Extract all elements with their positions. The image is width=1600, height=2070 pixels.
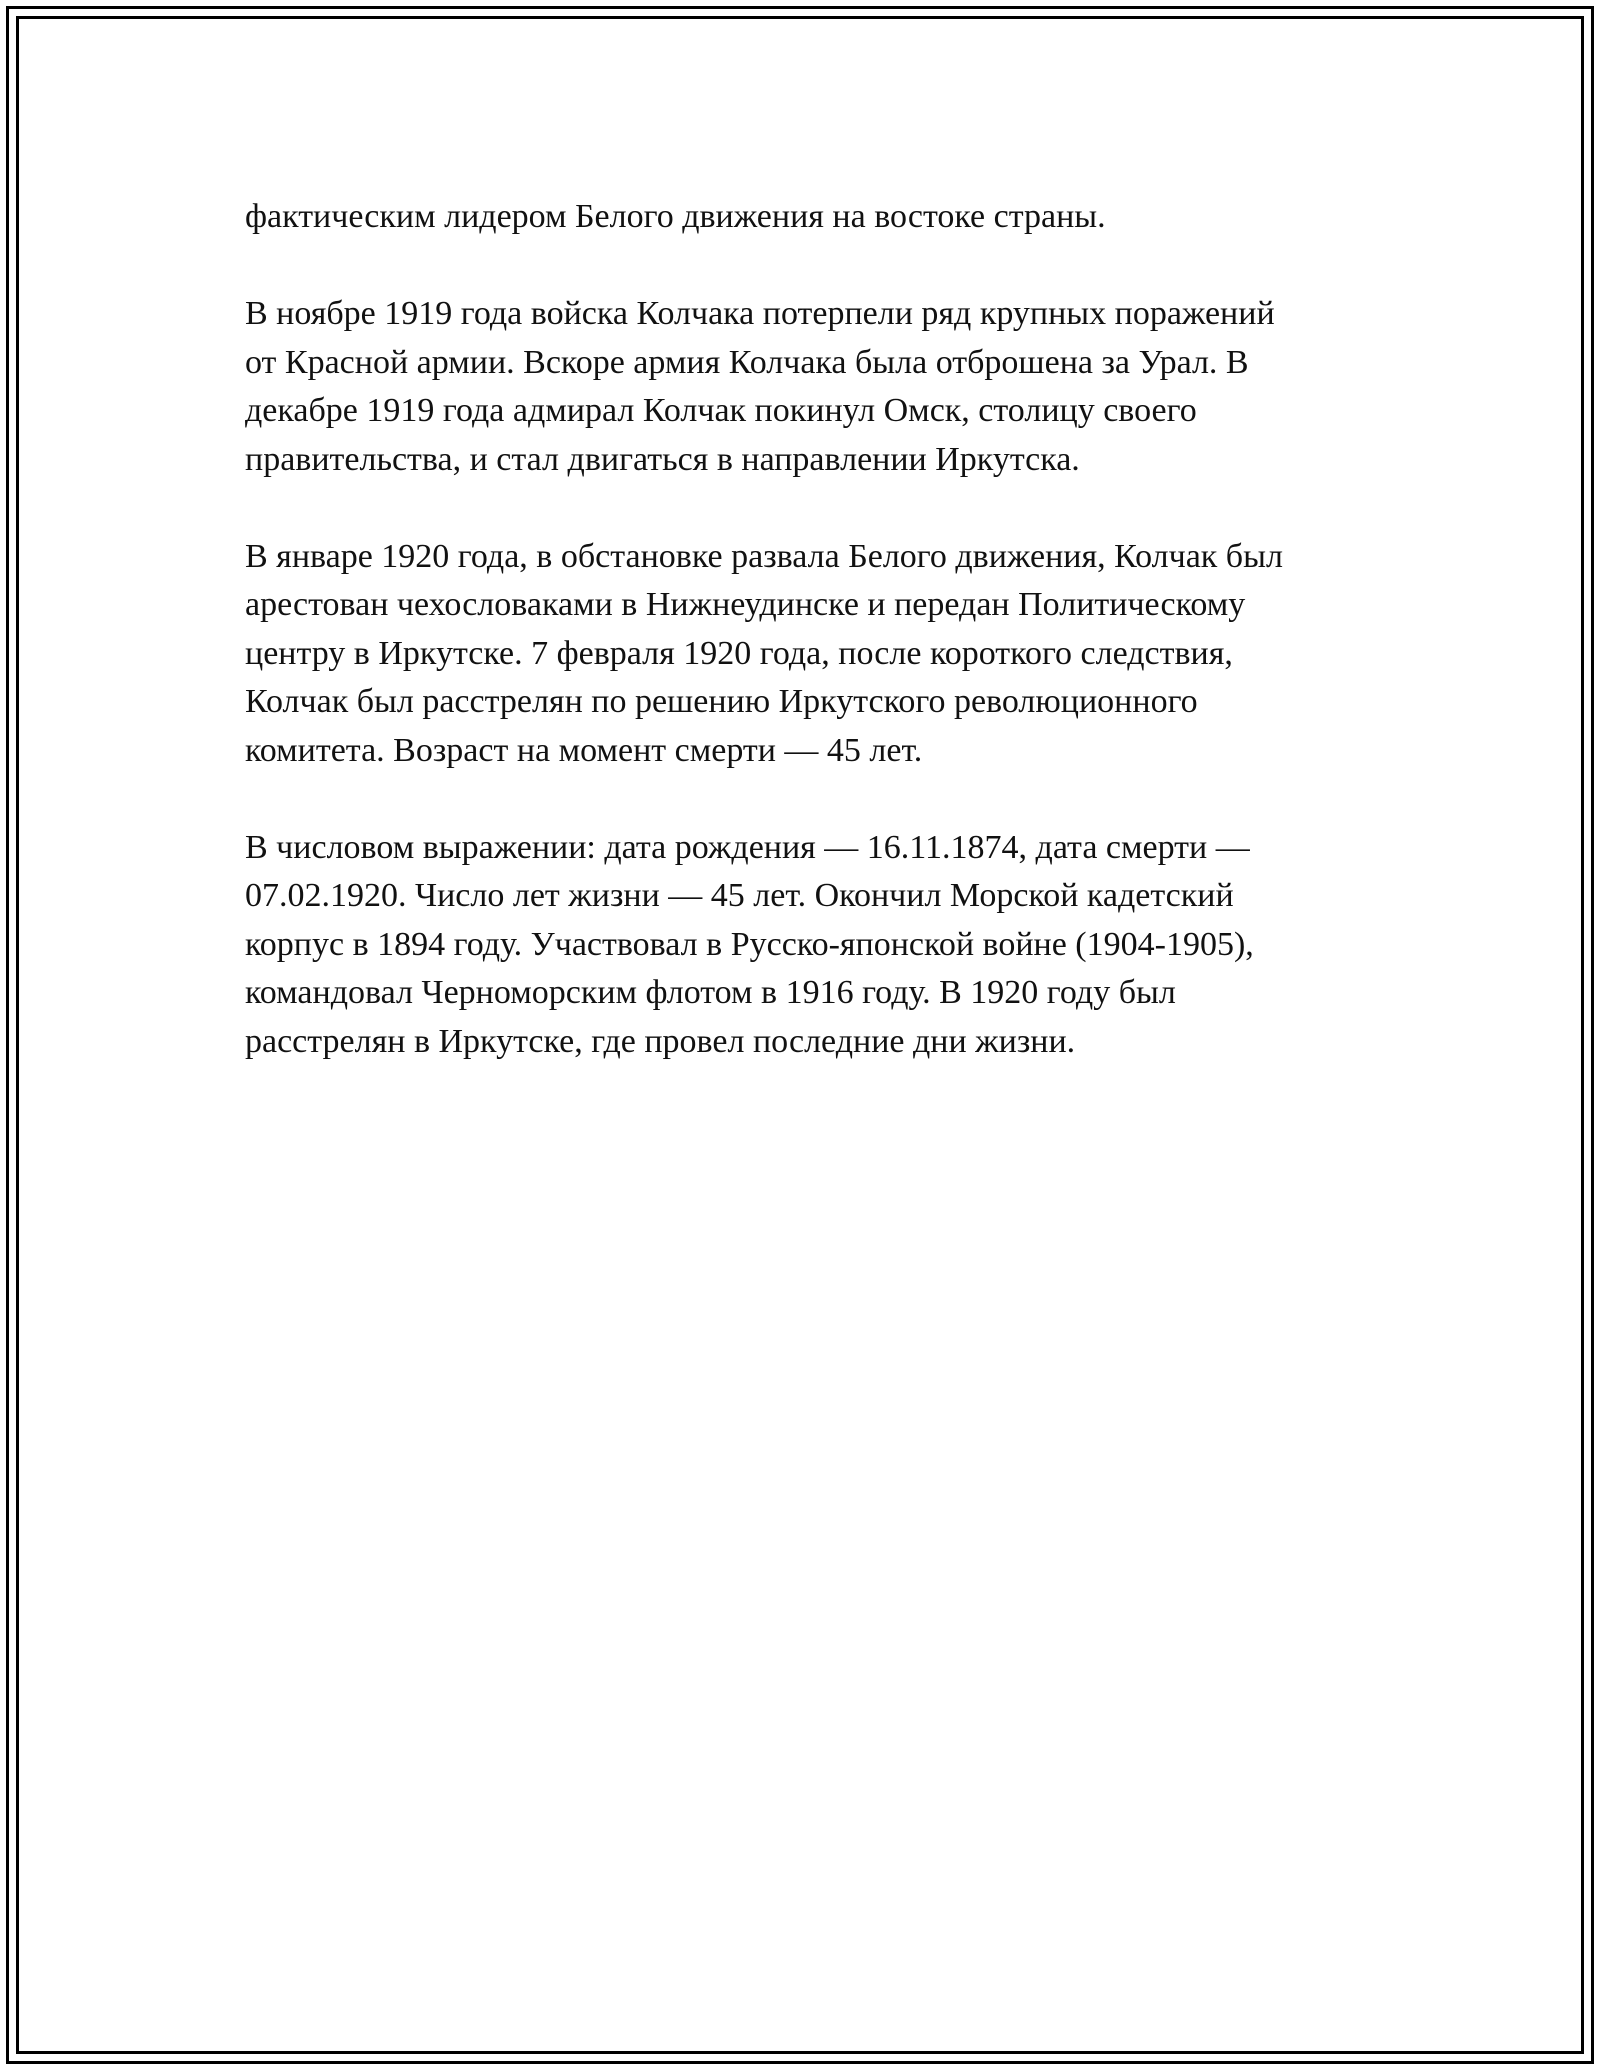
text-line: декабре 1919 года адмирал Колчак покинул Омск, столицу своего bbox=[245, 392, 1197, 429]
document-body bbox=[245, 193, 1385, 1115]
text-line: от Красной армии. Вскоре армия Колчака была отброшена за Урал. В bbox=[245, 343, 1249, 381]
paragraph-2 bbox=[245, 290, 1385, 484]
paragraph-3 bbox=[245, 533, 1385, 776]
text-line: фактическим лидером Белого движения на востоке страны. bbox=[245, 198, 1106, 235]
text-line: комитета. Возраст на момент смерти — 45 лет. bbox=[245, 731, 923, 769]
text-line: центру в Иркутске. 7 февраля 1920 года, после короткого следствия, bbox=[245, 634, 1233, 672]
text-line: расстрелян в Иркутске, где провел последние дни жизни. bbox=[245, 1022, 1076, 1060]
paragraph-1 bbox=[245, 193, 1385, 242]
text-line: арестован чехословаками в Нижнеудинске и передан Политическому bbox=[245, 586, 1246, 623]
text-line: 07.02.1920. Число лет жизни — 45 лет. Окончил Морской кадетский bbox=[245, 877, 1234, 914]
text-line: В ноябре 1919 года войска Колчака потерпели ряд крупных поражений bbox=[245, 295, 1275, 332]
text-line: В числовом выражении: дата рождения — 16.11.1874, дата смерти — bbox=[245, 828, 1250, 866]
text-line: корпус в 1894 году. Участвовал в Русско-японской войне (1904-1905), bbox=[245, 925, 1254, 963]
text-line: Колчак был расстрелян по решению Иркутского революционного bbox=[245, 683, 1198, 720]
text-line: правительства, и стал двигаться в направлении Иркутска. bbox=[245, 440, 1080, 478]
paragraph-4 bbox=[245, 824, 1385, 1067]
text-line: В январе 1920 года, в обстановке развала Белого движения, Колчак был bbox=[245, 537, 1283, 575]
text-line: командовал Черноморским флотом в 1916 году. В 1920 году был bbox=[245, 974, 1176, 1011]
page-frame bbox=[6, 6, 1594, 2064]
